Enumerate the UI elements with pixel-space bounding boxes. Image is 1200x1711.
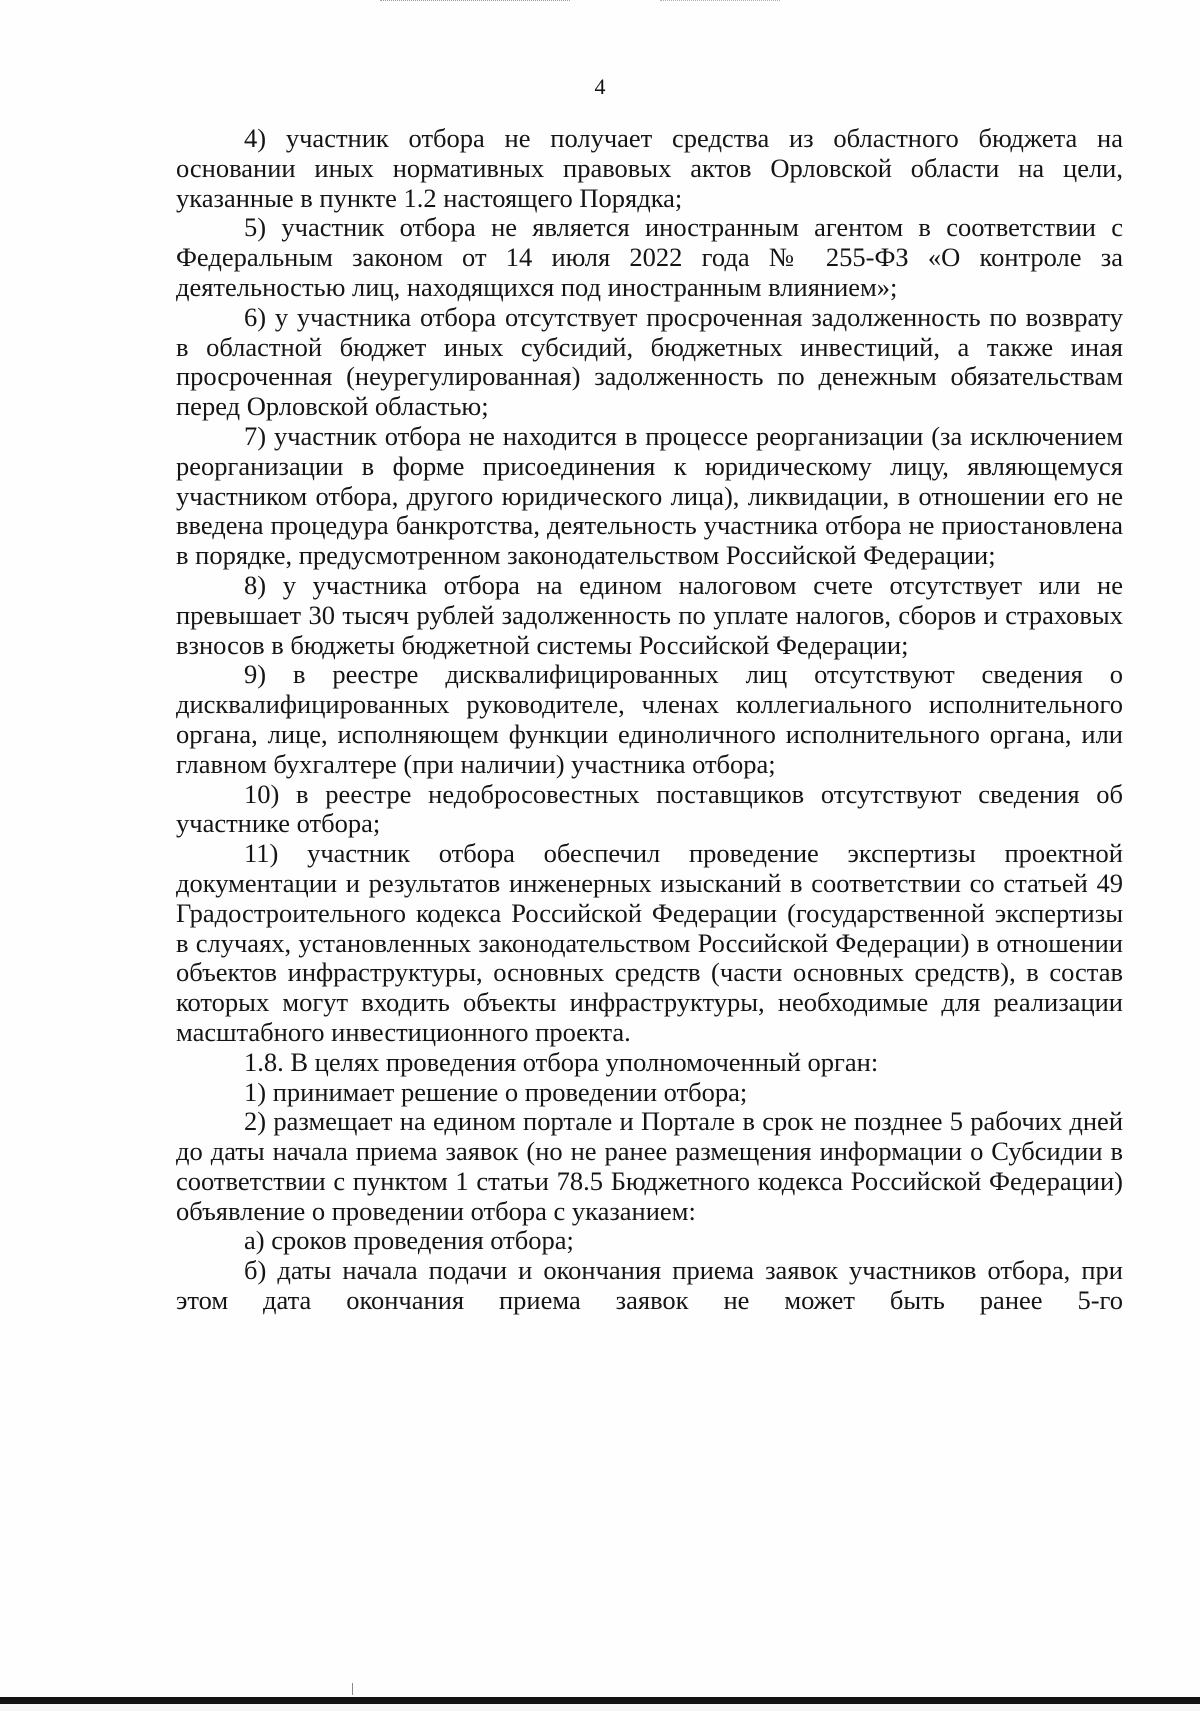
- scan-artifact-bottom-edge: [0, 1704, 1200, 1711]
- paragraph-subitem-2: 2) размещает на едином портале и Портале в срок не позднее 5 рабочих дней до даты начала приема заявок (но не ранее размещения информации о Субсидии в соответствии с пунктом 1 статьи 78.5 Бюджетного кодекса Российской Федерации) объявление о проведении отбора с указанием:: [176, 1106, 1123, 1226]
- scan-artifact-tick: [352, 1683, 353, 1695]
- paragraph-item-8: 8) у участника отбора на едином налоговом счете отсутствует или не превышает 30 тысяч рублей задолженность по уплате налогов, сборов и страховых взносов в бюджеты бюджетной системы Российской Федерации;: [176, 569, 1123, 660]
- page-number: 4: [594, 74, 606, 99]
- paragraph-subitem-1: 1) принимает решение о проведении отбора;: [244, 1076, 748, 1107]
- paragraph-subitem-a: а) сроков проведения отбора;: [244, 1225, 574, 1256]
- paragraph-item-11: 11) участник отбора обеспечил проведение экспертизы проектной документации и результатов инженерных изысканий в соответствии со статьей 49 Градостроительного кодекса Российской Федерации (государственной экспертизы в случаях, установленных законодательством Российской Федерации) в отношении объектов инфраструктуры, основных средств (части основных средств), в состав которых могут входить объекты инфраструктуры, необходимые для реализации масштабного инвестиционного проекта.: [176, 838, 1123, 1047]
- paragraph-item-5: 5) участник отбора не является иностранным агентом в соответствии с Федеральным законом от 14 июля 2022 года № 255-ФЗ «О контроле за деятельностью лиц, находящихся под иностранным влиянием»;: [176, 212, 1123, 302]
- document-body: [176, 124, 1123, 1316]
- scan-artifact-top: [380, 0, 570, 2]
- paragraph-item-7: 7) участник отбора не находится в процессе реорганизации (за исключением реорганизации в форме присоединения к юридическому лицу, являющемуся участником отбора, другого юридического лица), ликвидации, в отношении его не введена процедура банкротства, деятельность участника отбора не приостановлена в порядке, предусмотренном законодательством Российской Федерации;: [176, 420, 1123, 571]
- scan-artifact-bottom-line: [0, 1697, 1200, 1704]
- paragraph-item-6: 6) у участника отбора отсутствует просроченная задолженность по возврату в областной бюджет иных субсидий, бюджетных инвестиций, а также иная просроченная (неурегулированная) задолженность по денежным обязательствам перед Орловской областью;: [176, 301, 1123, 422]
- scan-artifact-top-2: [660, 0, 780, 2]
- paragraph-section-1-8: 1.8. В целях проведения отбора уполномоченный орган:: [244, 1046, 879, 1077]
- paragraph-item-10: 10) в реестре недобросовестных поставщиков отсутствуют сведения об участнике отбора;: [176, 778, 1123, 839]
- paragraph-item-9: 9) в реестре дисквалифицированных лиц отсутствуют сведения о дисквалифицированных руководителе, членах коллегиального исполнительного органа, лице, исполняющем функции единоличного исполнительного органа, или главном бухгалтере (при наличии) участника отбора;: [176, 659, 1123, 779]
- paragraph-item-4: 4) участник отбора не получает средства из областного бюджета на основании иных нормативных правовых актов Орловской области на цели, указанные в пункте 1.2 настоящего Порядка;: [176, 123, 1123, 213]
- paragraph-subitem-b: б) даты начала подачи и окончания приема заявок участников отбора, при этом дата окончания приема заявок не может быть ранее 5-го: [176, 1255, 1123, 1316]
